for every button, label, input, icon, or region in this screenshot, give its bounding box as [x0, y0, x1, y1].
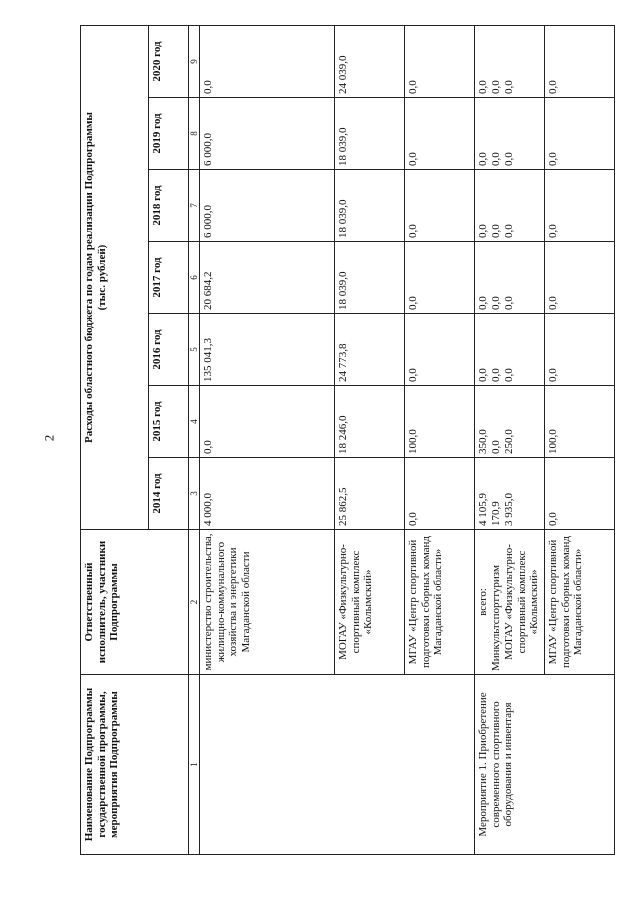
event-value-stack [475, 314, 545, 386]
header-budget-unit: (тыс. рублей) [95, 244, 108, 311]
value-cell: 0,0 [405, 25, 475, 97]
header-executor: Ответственный исполнитель, участники Подпрограммы [81, 530, 189, 675]
value-cell: 170,9 [490, 501, 502, 526]
subprogram-name-cell [200, 675, 475, 855]
page-number: 2 [41, 434, 57, 442]
value-cell: 4 000,0 [200, 458, 335, 530]
value-cell: 0,0 [490, 80, 502, 94]
index-cell: 9 [188, 25, 199, 97]
value-cell: 24 039,0 [335, 25, 405, 97]
value-cell: 250,0 [503, 429, 515, 454]
index-cell: 3 [188, 458, 199, 530]
value-cell: 0,0 [503, 80, 515, 94]
year-header: 2017 год [149, 242, 189, 314]
event-value-stack [475, 98, 545, 170]
event-value-stack [475, 458, 545, 530]
value-cell: 24 773,8 [335, 314, 405, 386]
value-cell: 0,0 [503, 368, 515, 382]
value-cell: 0,0 [405, 242, 475, 314]
index-cell: 4 [188, 386, 199, 458]
event-value-stack [475, 386, 545, 458]
executor-cell: МОГАУ «Физкультурно-спортивный комплекс «Колымский» [335, 530, 405, 675]
value-cell: 0,0 [545, 98, 615, 170]
event-exec-total: всего: [477, 588, 489, 616]
year-header: 2018 год [149, 170, 189, 242]
value-cell: 0,0 [200, 25, 335, 97]
value-cell: 0,0 [490, 296, 502, 310]
value-cell: 0,0 [490, 368, 502, 382]
budget-table-sheet [80, 30, 615, 855]
value-cell: 18 246,0 [335, 386, 405, 458]
index-cell: 2 [188, 530, 199, 675]
value-cell: 18 039,0 [335, 170, 405, 242]
value-cell: 25 862,5 [335, 458, 405, 530]
index-cell: 6 [188, 242, 199, 314]
header-name: Наименование Подпрограммы государственной программы, мероприятия Подпрограммы [81, 675, 189, 855]
value-cell: 0,0 [405, 458, 475, 530]
value-cell: 100,0 [545, 386, 615, 458]
value-cell: 0,0 [503, 152, 515, 166]
value-cell: 0,0 [545, 25, 615, 97]
table-row [200, 25, 335, 854]
value-cell: 100,0 [405, 386, 475, 458]
value-cell: 6 000,0 [200, 170, 335, 242]
event-value-stack [475, 170, 545, 242]
value-cell: 3 935,0 [503, 493, 515, 526]
value-cell: 135 041,3 [200, 314, 335, 386]
event-exec-ministry: Минкультспорттуризм [490, 565, 502, 671]
header-row-1 [81, 25, 149, 854]
value-cell: 18 039,0 [335, 242, 405, 314]
event-exec-mogau: МОГАУ «Физкультурно-спортивный комплекс «Колымский» [503, 544, 541, 660]
value-cell: 0,0 [477, 368, 489, 382]
header-budget [81, 25, 149, 529]
index-cell: 7 [188, 170, 199, 242]
executor-cell: министерство строительства, жилищно-коммунального хозяйства и энергетики Магаданской области [200, 530, 335, 675]
value-cell: 0,0 [405, 98, 475, 170]
index-row [188, 25, 199, 854]
value-cell: 0,0 [490, 152, 502, 166]
event-value-stack [475, 242, 545, 314]
value-cell: 0,0 [405, 170, 475, 242]
event-name-cell: Мероприятие 1. Приобретение современного спортивного оборудования и инвентаря [475, 675, 615, 855]
year-header: 2016 год [149, 314, 189, 386]
year-header: 2014 год [149, 458, 189, 530]
event-executor-cell [475, 530, 545, 675]
value-cell: 350,0 [477, 429, 489, 454]
header-budget-title: Расходы областного бюджета по годам реализации Подпрограммы [83, 111, 95, 443]
value-cell: 0,0 [477, 80, 489, 94]
year-header: 2020 год [149, 25, 189, 97]
year-header: 2019 год [149, 98, 189, 170]
index-cell: 5 [188, 314, 199, 386]
value-cell: 0,0 [477, 224, 489, 238]
value-cell: 0,0 [490, 224, 502, 238]
value-cell: 0,0 [503, 296, 515, 310]
index-cell: 1 [188, 675, 199, 855]
value-cell: 0,0 [490, 440, 502, 454]
value-cell: 0,0 [477, 152, 489, 166]
value-cell: 0,0 [405, 314, 475, 386]
value-cell: 0,0 [477, 296, 489, 310]
index-cell: 8 [188, 98, 199, 170]
value-cell: 4 105,9 [477, 493, 489, 526]
value-cell: 0,0 [545, 170, 615, 242]
executor-cell: МГАУ «Центр спортивной подготовки сборных команд Магаданской области» [405, 530, 475, 675]
table-row [475, 25, 545, 854]
value-cell: 18 039,0 [335, 98, 405, 170]
value-cell: 20 684,2 [200, 242, 335, 314]
executor-cell: МГАУ «Центр спортивной подготовки сборных команд Магаданской области» [545, 530, 615, 675]
value-cell: 0,0 [200, 386, 335, 458]
event-value-stack [475, 25, 545, 97]
value-cell: 0,0 [545, 242, 615, 314]
budget-table [80, 25, 615, 855]
value-cell: 0,0 [545, 314, 615, 386]
value-cell: 0,0 [503, 224, 515, 238]
value-cell: 0,0 [545, 458, 615, 530]
value-cell: 6 000,0 [200, 98, 335, 170]
year-header: 2015 год [149, 386, 189, 458]
